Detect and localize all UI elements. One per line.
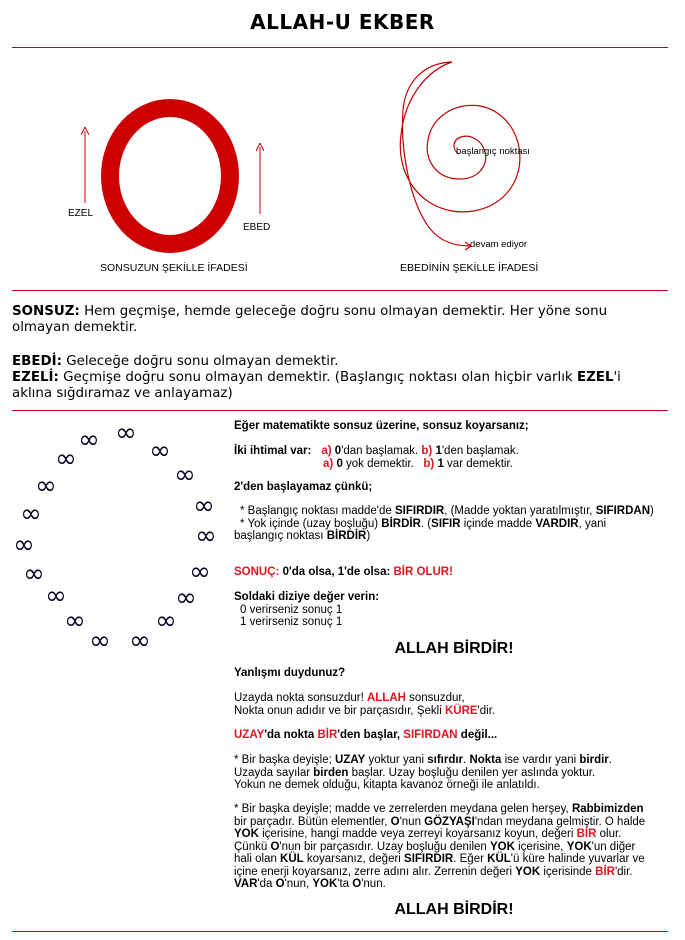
text: * Başlangıç noktası madde'de	[240, 505, 395, 517]
paragraph-2	[234, 803, 674, 891]
text: değil...	[457, 729, 498, 741]
ebed-label: EBED	[243, 222, 271, 233]
infinity-icon: ∞	[35, 471, 57, 501]
text: hali olan	[234, 853, 281, 865]
ebedi-definition	[12, 354, 662, 370]
start-point-label: başlangıç noktası	[456, 146, 530, 157]
definition-text: Hem geçmişe, hemde geleceğe doğru sonu olmayan demektir. Her yöne sonu olmayan demektir.	[12, 304, 608, 335]
text: koyarsanız, değeri	[303, 853, 405, 865]
option-tag: b)	[423, 457, 435, 470]
left-diagram-caption: SONSUZUN ŞEKİLLE İFADESİ	[100, 262, 248, 274]
infinity-icon: ∞	[175, 583, 197, 613]
infinity-icon: ∞	[45, 581, 67, 611]
text: bir parçadır. Bütün elementler,	[234, 815, 391, 828]
text: YOK	[312, 878, 338, 890]
text: O	[275, 878, 285, 890]
paragraph-1	[234, 754, 674, 792]
ring-svg	[0, 0, 685, 300]
text: * Bir başka deyişle;	[234, 754, 335, 766]
infinity-icon: ∞	[13, 530, 35, 560]
text: sonsuzdur,	[405, 692, 465, 704]
text: BİR	[595, 865, 615, 878]
text: YOK	[234, 828, 259, 840]
text: 'ta	[337, 878, 353, 890]
options-label: İki ihtimal var:	[234, 445, 312, 457]
wrong-heard	[234, 667, 674, 680]
why-title	[234, 481, 674, 494]
infinity-icon: ∞	[78, 425, 100, 455]
text: , (Madde yoktan yaratılmıştır,	[444, 505, 596, 517]
text: BİR OLUR!	[393, 566, 453, 578]
text: KÜL	[487, 853, 511, 865]
text: O	[390, 815, 400, 828]
text: * Bir başka deyişle; madde ve zerrelerden meydana gelen herşey,	[234, 803, 572, 815]
text: SIFIR	[431, 517, 461, 530]
text: SIFIRDIR	[395, 505, 445, 517]
text: ALLAH	[366, 692, 406, 704]
text: .	[463, 754, 470, 766]
infinity-icon: ∞	[174, 460, 196, 490]
infinity-icon: ∞	[23, 559, 45, 589]
divider	[12, 410, 668, 411]
text: ise vardır yani	[501, 754, 580, 766]
text: YOK	[490, 840, 515, 853]
text: YOK	[515, 865, 541, 878]
text: )	[366, 530, 371, 542]
text: Çünkü	[234, 840, 271, 853]
ezeli-definition	[12, 370, 662, 402]
text: BİR	[317, 729, 338, 741]
text: BİRDİR	[381, 517, 421, 530]
text: sıfırdır	[427, 754, 464, 766]
space-begins-line	[234, 729, 674, 742]
definition-text: 'i aklına sığdıramaz ve anlayamaz)	[12, 370, 621, 401]
text: Uzayda nokta sonsuzdur!	[234, 692, 367, 704]
text: SONUÇ:	[234, 566, 280, 578]
text: 1	[435, 445, 442, 457]
text: içerisine, hangi madde veya zerreyi koyarsanız koyun, değeri	[258, 828, 577, 840]
text: BİRDİR	[326, 530, 367, 542]
text: YOK	[566, 840, 592, 853]
ezel-label: EZEL	[68, 208, 94, 219]
definitions	[12, 304, 662, 402]
text: 'den başlar,	[337, 729, 404, 741]
text: 1	[437, 457, 444, 470]
text: 0	[336, 457, 343, 470]
text: 0'da olsa, 1'de olsa:	[279, 566, 394, 578]
text: 0 verirseniz sonuç 1	[240, 603, 343, 616]
result-line	[234, 566, 674, 579]
text: 2'den başlayamaz çünkü;	[234, 481, 373, 493]
text: birdir	[579, 754, 609, 766]
text: UZAY	[234, 729, 265, 741]
text: olur.	[596, 828, 622, 840]
allah-birdir-heading: ALLAH BİRDİR!	[394, 640, 514, 657]
text: KÜRE	[444, 704, 478, 717]
text: VAR	[234, 878, 258, 890]
text: O	[352, 878, 362, 890]
text: . Eğer	[453, 853, 488, 865]
infinity-icon: ∞	[155, 606, 177, 636]
text: 'dir.	[477, 704, 496, 717]
term: SONSUZ:	[12, 304, 80, 319]
text: SIFIRDAN	[403, 729, 458, 741]
definition-text: Geleceğe doğru sonu olmayan demektir.	[61, 354, 339, 369]
text: içine enerji koyarsanız, zerre adını alır. Zerrenin değeri	[234, 865, 516, 878]
text: UZAY	[335, 754, 366, 766]
space-block	[234, 692, 674, 717]
text: Yokun ne demek olduğu, kitapta kavanoz örneği ile anlatıldı.	[234, 779, 540, 791]
text: Soldaki diziye değer verin:	[234, 591, 380, 603]
text: 'da	[257, 878, 276, 890]
option-tag: b)	[421, 445, 433, 457]
text: 'nun.	[361, 878, 386, 890]
divider	[12, 931, 668, 932]
text: Yanlışmı duydunuz?	[234, 667, 346, 679]
text: başlangıç noktası	[234, 530, 327, 542]
text: * Yok içinde (uzay boşluğu)	[240, 517, 382, 530]
text: Rabbimizden	[571, 803, 644, 815]
term: EZELİ:	[12, 370, 59, 385]
text: yoktur yani	[365, 754, 428, 766]
sonsuz-definition	[12, 304, 662, 336]
infinity-icon: ∞	[115, 418, 137, 448]
text: BİR	[576, 828, 597, 840]
text: 'ü küre halinde yuvarlar ve	[510, 853, 645, 865]
ring	[110, 108, 230, 244]
text: Eğer matematikte sonsuz üzerine, sonsuz koyarsanız;	[234, 420, 529, 432]
allah-birdir-heading: ALLAH BİRDİR!	[394, 901, 514, 918]
right-diagram-caption: EBEDİNİN ŞEKİLLE İFADESİ	[400, 262, 539, 274]
text: içinde madde	[460, 517, 536, 530]
text: )	[650, 505, 654, 517]
text: içerisinde	[540, 865, 596, 878]
infinity-icon: ∞	[89, 626, 111, 656]
text: .	[608, 754, 612, 766]
infinity-icon: ∞	[189, 557, 211, 587]
text: GÖZYAŞI	[424, 815, 475, 828]
text: var demektir.	[443, 457, 513, 470]
text: VARDIR	[535, 517, 579, 530]
text: başlar. Uzay boşluğu denilen yer aslında yoktur.	[348, 766, 596, 779]
text: birden	[313, 766, 349, 779]
infinity-icon: ∞	[195, 521, 217, 551]
text: 'dan başlamak.	[341, 445, 419, 457]
text: 'den başlamak.	[441, 445, 519, 457]
text: Uzayda sayılar	[234, 766, 314, 779]
text: Nokta onun adıdır ve bir parçasıdır, Şekli	[234, 704, 445, 717]
text: 'un diğer	[591, 840, 636, 853]
option-tag: a)	[321, 445, 332, 457]
intro-line	[234, 420, 674, 433]
text: . (	[420, 517, 432, 530]
infinity-icon: ∞	[149, 436, 171, 466]
text: 'dir.	[614, 865, 633, 878]
options-block	[234, 445, 674, 470]
text: KÜL	[280, 853, 304, 865]
option-tag: a)	[323, 457, 334, 470]
continue-label: devam ediyor	[470, 239, 528, 250]
page-title: ALLAH-U EKBER	[250, 10, 435, 34]
infinity-icon: ∞	[64, 606, 86, 636]
definition-text: Geçmişe doğru sonu olmayan demektir. (Başlangıç noktası olan hiçbir varlık	[58, 370, 577, 385]
infinity-icon: ∞	[20, 499, 42, 529]
term: EBEDİ:	[12, 354, 62, 369]
infinity-icon: ∞	[55, 444, 77, 474]
infinity-icon: ∞	[129, 626, 151, 656]
text: yok demektir.	[342, 457, 414, 470]
infinity-icon: ∞	[193, 491, 215, 521]
text: 'nun bir parçasıdır. Uzay boşluğu denilen	[279, 840, 490, 853]
text: 'da nokta	[264, 729, 318, 741]
divider	[12, 290, 668, 291]
term: EZEL	[576, 370, 614, 385]
text: 'nun,	[284, 878, 313, 890]
text: Nokta	[469, 754, 502, 766]
text: 0	[334, 445, 342, 457]
text: , yani	[578, 517, 607, 530]
text: içerisine,	[514, 840, 567, 853]
bullets-block	[234, 505, 674, 543]
text: O	[270, 840, 280, 853]
text: 1 verirseniz sonuç 1	[240, 616, 343, 628]
text: SIFIRDAN	[595, 505, 650, 517]
text: 'nun	[399, 815, 425, 828]
sequence-block	[234, 591, 674, 629]
text: 'ndan meydana gelmiştir. O halde	[474, 815, 646, 828]
text: SIFIRDIR	[404, 853, 454, 865]
